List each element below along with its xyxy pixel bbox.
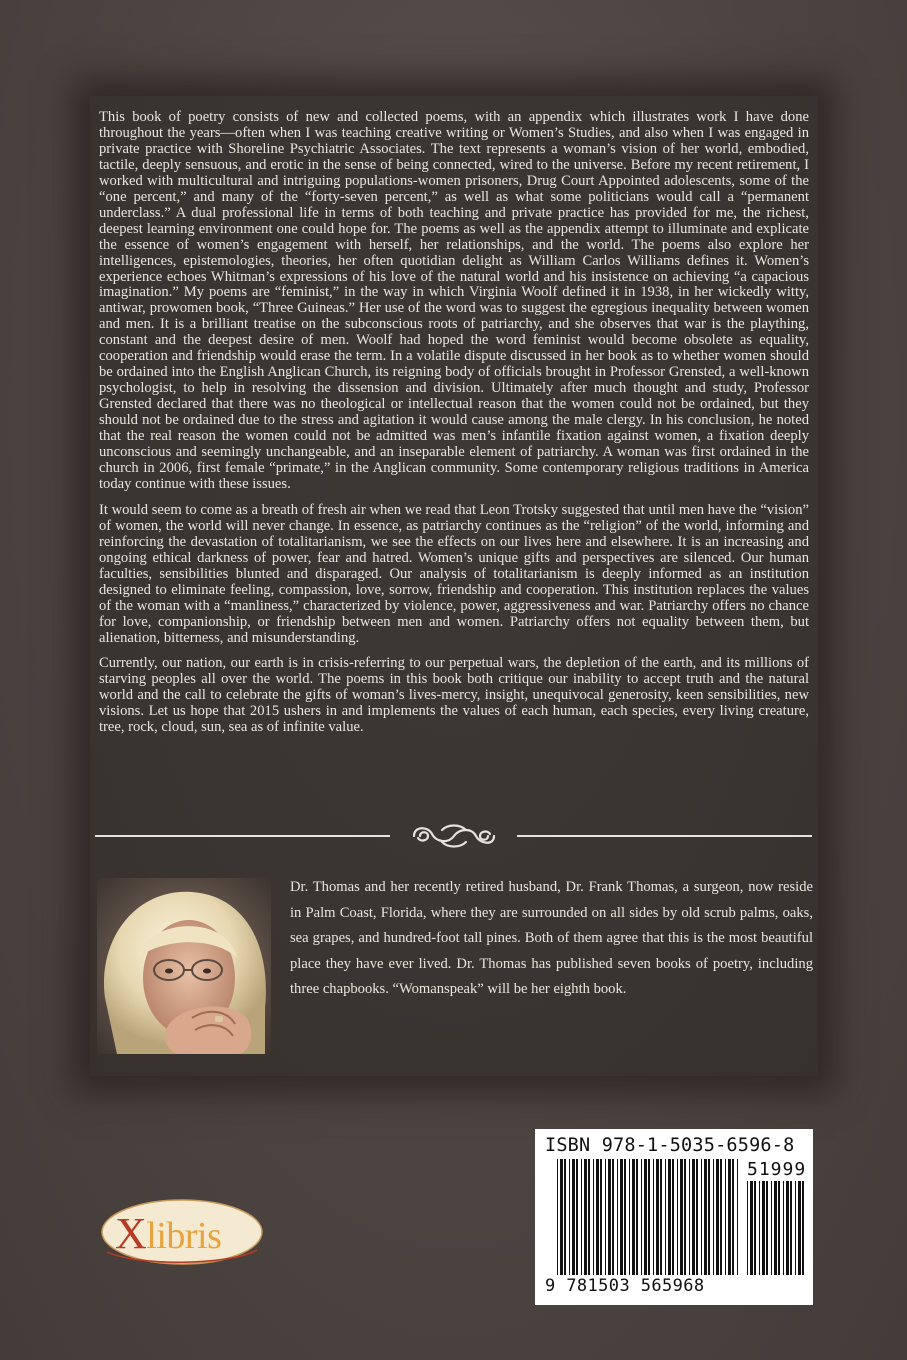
barcode-bar — [720, 1159, 722, 1275]
barcode-bar — [620, 1159, 623, 1275]
description-text — [99, 110, 809, 746]
barcode-bar — [728, 1159, 731, 1275]
barcode-bar — [708, 1159, 710, 1275]
barcode-bar — [732, 1159, 734, 1275]
barcode-bar — [672, 1159, 674, 1275]
barcode-bar — [783, 1181, 784, 1275]
barcode-bar — [750, 1181, 753, 1275]
barcode-bar — [716, 1159, 719, 1275]
barcode-bar — [596, 1159, 599, 1275]
flourish-icon — [404, 818, 503, 854]
barcode-bar — [656, 1159, 659, 1275]
barcode-bar — [766, 1181, 768, 1275]
barcode-bar — [653, 1159, 654, 1275]
barcode-bar — [747, 1181, 748, 1275]
barcode-bar — [701, 1159, 702, 1275]
barcode-bar — [795, 1181, 796, 1275]
divider-line-left — [95, 835, 390, 837]
barcode-bar — [802, 1181, 804, 1275]
barcode-bar — [680, 1159, 683, 1275]
barcode-bar — [786, 1181, 789, 1275]
barcode-bar — [689, 1159, 690, 1275]
barcode-bar — [684, 1159, 686, 1275]
barcode-bar — [725, 1159, 726, 1275]
barcode-bar — [576, 1159, 578, 1275]
barcode-bar — [588, 1159, 590, 1275]
barcode-bar — [774, 1181, 777, 1275]
paragraph-3: Currently, our nation, our earth is in crisis-referring to our perpetual wars, the depletion of the earth, and its millions of starving peoples all over the world. The poems in this book both critique our inability to accept truth and the natural world and the call to celebrate the gifts of woman’s lives-mercy, insight, unequivocal generosity, keen sensibilities, new visions. Let us hope that 2015 ushers in and implements the values of each human, each species, every living creature, tree, rock, cloud, sun, sea as of infinite value. — [99, 655, 809, 736]
barcode-bar — [617, 1159, 618, 1275]
barcode-bar — [564, 1159, 566, 1275]
barcode-bar — [677, 1159, 678, 1275]
barcode-bar — [581, 1159, 582, 1275]
ornamental-divider — [95, 818, 812, 858]
barcode-bar — [778, 1181, 780, 1275]
barcode-bar — [593, 1159, 594, 1275]
barcode-bar — [584, 1159, 587, 1275]
ean-digits: 9 781503 565968 — [545, 1276, 705, 1296]
isbn-barcode — [535, 1129, 813, 1305]
barcode-bar — [572, 1159, 575, 1275]
barcode-bar — [629, 1159, 630, 1275]
barcode-bar — [648, 1159, 650, 1275]
price-code: 51999 — [747, 1159, 807, 1180]
paragraph-1: This book of poetry consists of new and collected poems, with an appendix which illustrates work I have done throughout the years—often when I was teaching creative writing or Women’s Studies, and also when I was engaged in private practice with Shoreline Psychiatric Associates. The text represents a woman’s vision of her world, embodied, tactile, deeply sensuous, and erotic in the sense of being connected, wired to the universe. Before my recent retirement, I worked with multicultural and intriguing populations-women prisoners, Drug Court Appointed adolescents, some of the “one percent,” and many of the “forty-seven percent,” as well as what some politicians would call a “permanent underclass.” A dual professional life in terms of both teaching and private practice has provided for me, the richest, deepest learning environment one could hope for. The poems as well as the appendix attempt to illuminate and explicate the essence of women’s engagement with herself, her relationships, and the world. The poems also explore her intelligences, epistemologies, theories, her often quotidian delight as William Carlos Williams defines it. Women’s experience echoes Whitman’s expressions of his love of the natural world and his insistence on achieving “a capacious imagination.” My poems are “feminist,” in the way in which Virginia Woolf defined it in 1938, in her wickedly witty, antiwar, prowomen book, “Three Guineas.” Her use of the word was to suggest the egregious inequality between women and men. It is a brilliant treatise on the subconscious roots of patriarchy, and she observes that war is the plaything, constant and the deepest desire of men. Woolf had hoped the word feminist would become obsolete as equality, cooperation and friendship would erase the term. In a volatile dispute discussed in her book as to whether women should be ordained into the English Anglican Church, its reigning body of officials brought in Professor Grensted, a well-known psychologist, to help in resolving the dissension and division. Ultimately after much thought and study, Professor Grensted declared that there was no theological or intellectual reason that the women could not be ordained, but they should not be ordained due to the stress and agitation it would cause among the male clergy. In his conclusion, he noted that the real reason the women could not be admitted was men’s infantile fixation against women, a fixation deeply unconscious and seemingly unchangeable, and an inseparable element of patriarchy. A woman was first ordained in the church in 2006, first female “primate,” in the Anglican community. Some contemporary religious traditions in America today continue with these issues. — [99, 109, 809, 492]
barcode-bar — [713, 1159, 714, 1275]
barcode-bar — [660, 1159, 662, 1275]
barcode-bar — [560, 1159, 563, 1275]
author-photo — [97, 878, 271, 1054]
barcode-bar — [696, 1159, 698, 1275]
barcode-bar — [569, 1159, 570, 1275]
barcode-bar — [754, 1181, 756, 1275]
barcode-bar — [771, 1181, 772, 1275]
barcode-bar — [600, 1159, 602, 1275]
barcode-bar — [759, 1181, 760, 1275]
barcode-bar — [737, 1159, 738, 1275]
barcode-bar — [612, 1159, 614, 1275]
author-bio: Dr. Thomas and her recently retired husband, Dr. Frank Thomas, a surgeon, now reside in Palm Coast, Florida, where they are surrounded on all sides by old scrub palms, oaks, sea grapes, and hundred-foot tall pines. Both of them agree that this is the most beautiful place they have ever lived. Dr. Thomas has published seven books of poetry, including three chapbooks. “Womanspeak” will be her eighth book. — [290, 879, 813, 998]
barcode-bar — [665, 1159, 666, 1275]
barcode-bar — [557, 1159, 558, 1275]
barcode-bar — [641, 1159, 642, 1275]
barcode-bar — [704, 1159, 707, 1275]
barcode-bar — [668, 1159, 671, 1275]
paragraph-2: It would seem to come as a breath of fresh air when we read that Leon Trotsky suggested that until men have the “vision” of women, the world will never change. In essence, as patriarchy continues as the “religion” of the world, informing and reinforcing the devastation of totalitarianism, we see the effects on our lives here and elsewhere. It is an increasing and ongoing ethical darkness of power, fear and hatred. Women’s unique gifts and perspectives are silenced. Our human faculties, sensibilities blunted and disparaged. Our analysis of totalitarianism is deeply informed as an institution designed to eliminate feeling, compassion, love, sorrow, friendship and cooperation. This institution replaces the values of the woman with a “manliness,” characterized by violence, power, aggressiveness and war. Patriarchy offers no chance for love, companionship, or friendship between men and women. Patriarchy offers not equality between them, but alienation, bitterness, and misunderstanding. — [99, 501, 809, 646]
barcode-bar — [644, 1159, 647, 1275]
barcode-bar — [605, 1159, 606, 1275]
divider-line-right — [517, 835, 812, 837]
barcode-bar — [692, 1159, 695, 1275]
publisher-logo — [97, 1192, 267, 1270]
barcode-bar — [636, 1159, 638, 1275]
barcode-bar — [798, 1181, 801, 1275]
barcode-bar — [632, 1159, 635, 1275]
isbn-text: ISBN 978-1-5035-6596-8 — [545, 1135, 795, 1156]
barcode-bar — [608, 1159, 611, 1275]
barcode-bar — [624, 1159, 626, 1275]
publisher-name: Xlibris — [115, 1209, 222, 1258]
barcode-bar — [762, 1181, 765, 1275]
barcode-bar — [790, 1181, 792, 1275]
